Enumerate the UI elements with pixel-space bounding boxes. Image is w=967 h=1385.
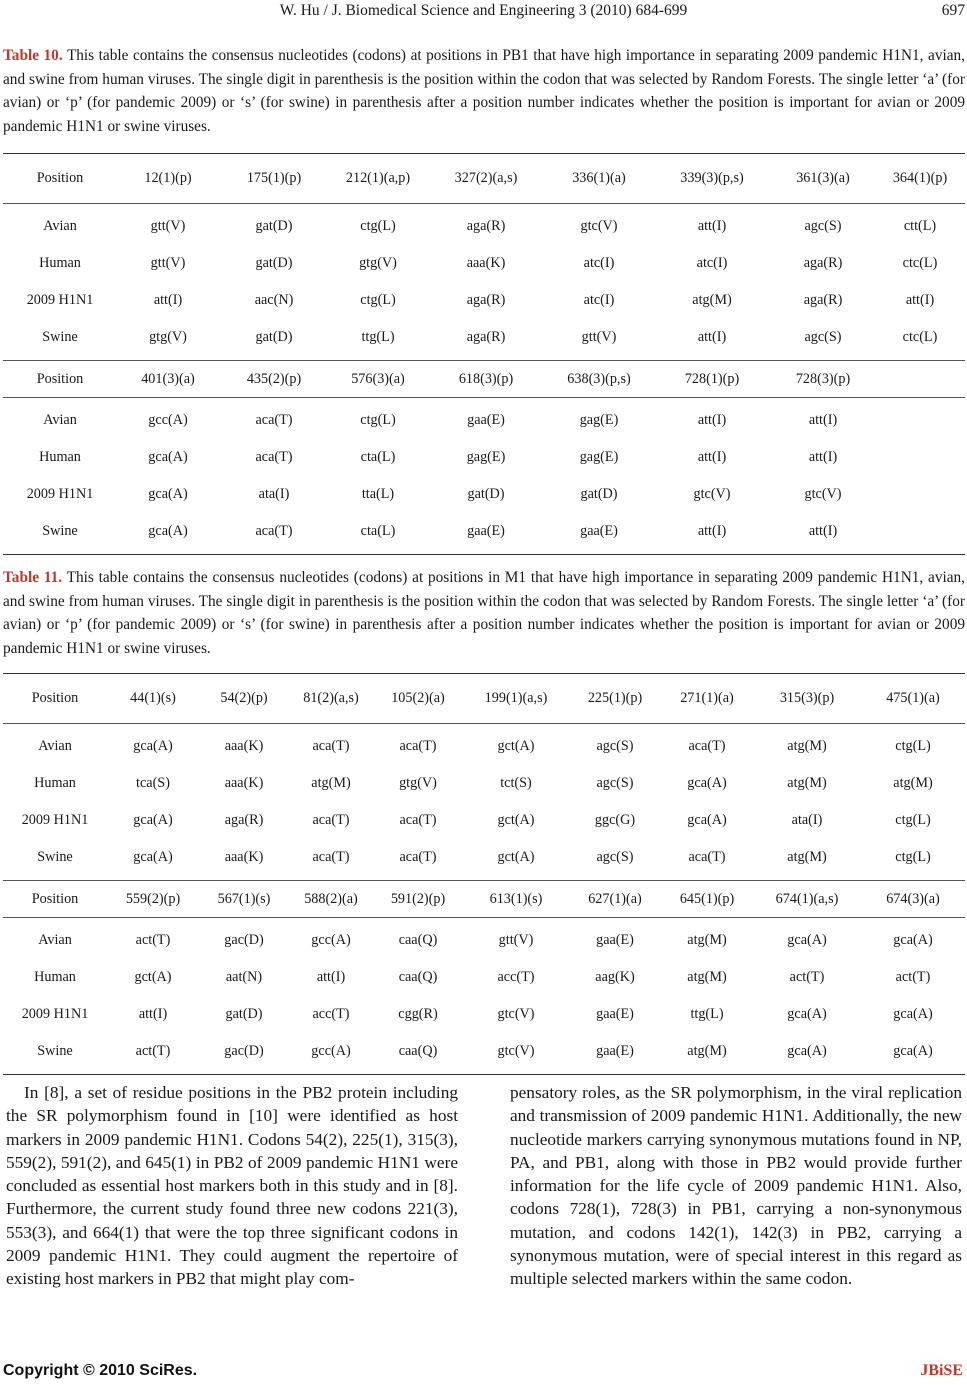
codon-cell: aca(T) <box>289 724 373 766</box>
codon-cell: aaa(K) <box>199 724 289 766</box>
codon-cell: ttg(L) <box>690 1006 724 1022</box>
codon-cell: ctg(L) <box>895 812 931 828</box>
codon-cell: gca(A) <box>861 918 965 960</box>
codon-cell: gtg(V) <box>359 255 397 271</box>
position-cell: 339(3)(p,s) <box>653 154 771 204</box>
codon-cell: aga(R) <box>803 255 843 271</box>
codon-cell: act(T) <box>895 969 931 985</box>
row-header: Position <box>3 881 107 918</box>
codon-cell: gag(E) <box>466 449 506 465</box>
codon-cell: gaa(E) <box>569 918 661 960</box>
position-cell: 674(3)(a) <box>861 881 965 918</box>
codon-cell: gca(A) <box>753 918 861 960</box>
codon-cell: agc(S) <box>804 329 842 345</box>
position-cell: 645(1)(p) <box>661 881 753 918</box>
table-row <box>3 765 965 802</box>
position-cell: 364(1)(p) <box>875 154 965 204</box>
table-row <box>3 398 965 440</box>
codon-cell <box>875 513 965 555</box>
codon-cell: gca(A) <box>133 812 173 828</box>
position-cell: 627(1)(a) <box>569 881 661 918</box>
position-cell: 435(2)(p) <box>219 361 329 398</box>
codon-cell: aca(T) <box>255 449 293 465</box>
codon-cell: att(I) <box>771 513 875 555</box>
codon-cell: gaa(E) <box>427 513 545 555</box>
codon-cell: gtc(V) <box>463 1033 569 1075</box>
position-cell: 225(1)(p) <box>569 674 661 724</box>
codon-cell <box>875 398 965 440</box>
virus-group-label: Swine <box>37 849 73 865</box>
position-cell: 44(1)(s) <box>107 674 199 724</box>
codon-cell: ctg(L) <box>360 292 396 308</box>
codon-cell: aac(N) <box>254 292 294 308</box>
codon-cell: aga(R) <box>466 292 506 308</box>
codon-cell: gaa(E) <box>596 1006 634 1022</box>
page-number: 697 <box>941 2 965 19</box>
codon-cell: aaa(K) <box>224 775 264 791</box>
codon-cell: caa(Q) <box>373 918 463 960</box>
codon-cell: gca(A) <box>787 1006 827 1022</box>
copyright-notice: Copyright © 2010 SciRes. <box>3 1362 198 1379</box>
codon-cell: cgg(R) <box>398 1006 438 1022</box>
codon-cell: gct(A) <box>134 969 172 985</box>
table-row <box>3 1033 965 1075</box>
table11-caption-text: This table contains the consensus nucleotides (codons) at positions in M1 that have high importance in separating 2009 pandemic H1N1, avian, and swine from human viruses. The single digit in parenthesis is the position within the codon that was selected by Random Forests. The single letter ‘a’ (for avian) or ‘p’ (for pandemic 2009) or ‘s’ (for swine) in parenthesis after a position number indicates whether the position is important for avian or 2009 pandemic H1N1 or swine viruses. <box>3 569 965 657</box>
codon-cell: aga(R) <box>224 812 264 828</box>
codon-cell: gct(A) <box>497 849 535 865</box>
position-cell: 81(2)(a,s) <box>289 674 373 724</box>
codon-cell: att(I) <box>697 449 727 465</box>
table10-caption <box>3 44 965 138</box>
codon-cell: aca(T) <box>312 849 350 865</box>
codon-cell: ttg(L) <box>361 329 395 345</box>
codon-cell: atg(M) <box>661 1033 753 1075</box>
codon-cell: ctc(L) <box>902 255 938 271</box>
position-cell: 401(3)(a) <box>117 361 219 398</box>
codon-cell: gct(A) <box>463 724 569 766</box>
codon-cell: caa(Q) <box>398 969 438 985</box>
position-cell: 475(1)(a) <box>861 674 965 724</box>
codon-cell <box>875 439 965 476</box>
codon-cell: atg(M) <box>893 775 933 791</box>
codon-cell: gtc(V) <box>545 204 653 246</box>
codon-cell: gtc(V) <box>497 1006 535 1022</box>
codon-cell: cta(L) <box>360 449 396 465</box>
position-cell: 638(3)(p,s) <box>545 361 653 398</box>
codon-cell: tta(L) <box>361 486 395 502</box>
row-header: Position <box>3 361 117 398</box>
codon-cell: aaa(K) <box>466 255 506 271</box>
position-header-row <box>3 674 965 724</box>
codon-cell: att(I) <box>771 398 875 440</box>
codon-cell: gag(E) <box>545 398 653 440</box>
table-row <box>3 204 965 246</box>
virus-group-label: Human <box>34 969 76 985</box>
codon-cell: atg(M) <box>787 849 827 865</box>
codon-cell: att(I) <box>138 1006 168 1022</box>
table-row <box>3 476 965 513</box>
codon-cell: aca(T) <box>373 724 463 766</box>
position-cell: 315(3)(p) <box>753 674 861 724</box>
codon-cell: agc(S) <box>596 849 634 865</box>
codon-cell: gtg(V) <box>149 329 187 345</box>
virus-group-label: Human <box>39 449 81 465</box>
codon-cell: aca(T) <box>399 849 437 865</box>
codon-cell: gag(E) <box>579 449 619 465</box>
codon-cell: cta(L) <box>329 513 427 555</box>
row-header: Position <box>3 674 107 724</box>
table-row <box>3 802 965 839</box>
codon-cell: gat(D) <box>467 486 505 502</box>
codon-cell: gat(D) <box>219 204 329 246</box>
codon-cell: aca(T) <box>219 513 329 555</box>
position-cell: 361(3)(a) <box>771 154 875 204</box>
position-cell: 674(1)(a,s) <box>753 881 861 918</box>
codon-cell: att(I) <box>697 329 727 345</box>
position-cell: 588(2)(a) <box>289 881 373 918</box>
virus-group-label: Avian <box>3 204 117 246</box>
codon-cell: gca(A) <box>893 1006 933 1022</box>
codon-cell: gca(A) <box>133 849 173 865</box>
codon-cell: ctc(L) <box>902 329 938 345</box>
codon-cell: acc(T) <box>312 1006 350 1022</box>
position-cell: 199(1)(a,s) <box>463 674 569 724</box>
body-left-column: In [8], a set of residue positions in the PB2 protein including the SR polymorphism found in [10] were identified as host markers in 2009 pandemic H1N1. Codons 54(2), 225(1), 315(3), 559(2), 591(2), and 645(1) in PB2 of 2009 pandemic H1N1 were concluded as essential host markers both in this study and in [8]. Furthermore, the current study found three new codons 221(3), 553(3), and 664(1) that were the top three significant codons in 2009 pandemic H1N1. They could augment the repertoire of existing host markers in PB2 that might play com- <box>6 1083 458 1289</box>
position-cell: 175(1)(p) <box>219 154 329 204</box>
codon-cell: act(T) <box>107 1033 199 1075</box>
codon-cell: att(I) <box>653 513 771 555</box>
codon-cell: ctg(L) <box>329 204 427 246</box>
virus-group-label: Avian <box>3 918 107 960</box>
virus-group-label: Human <box>39 255 81 271</box>
codon-cell: gtc(V) <box>804 486 842 502</box>
codon-cell: atc(I) <box>583 255 615 271</box>
codon-cell: gac(D) <box>199 918 289 960</box>
table11-caption <box>3 566 965 660</box>
codon-cell: gaa(E) <box>569 1033 661 1075</box>
virus-group-label: Avian <box>3 398 117 440</box>
position-header-row <box>3 881 965 918</box>
codon-cell: att(I) <box>808 449 838 465</box>
virus-group-label: Avian <box>3 724 107 766</box>
codon-cell: gaa(E) <box>545 513 653 555</box>
codon-cell: aag(K) <box>595 969 635 985</box>
codon-cell: act(T) <box>789 969 825 985</box>
codon-cell: att(I) <box>316 969 346 985</box>
body-right-column: pensatory roles, as the SR polymorphism, in the viral replication and transmission of 2009 pandemic H1N1. Additionally, the new nucleotide markers carrying synonymous mutations found in NP, PA, and PB1, along with those in PB2 would provide further information for the life cycle of 2009 pandemic H1N1. Also, codons 728(1), 728(3) in PB1, carrying a non-synonymous mutation, and codons 142(1), 142(3) in PB2, carrying a synonymous mutation, were of special interest in this regard as multiple selected markers within the same codon. <box>510 1083 962 1289</box>
codon-cell: att(I) <box>653 398 771 440</box>
position-cell: 212(1)(a,p) <box>329 154 427 204</box>
position-cell <box>875 361 965 398</box>
codon-cell: att(I) <box>905 292 935 308</box>
table-row <box>3 245 965 282</box>
table-row <box>3 513 965 555</box>
codon-cell: gca(A) <box>861 1033 965 1075</box>
codon-cell: tct(S) <box>500 775 532 791</box>
codon-cell: agc(S) <box>771 204 875 246</box>
codon-cell <box>875 476 965 513</box>
codon-cell: caa(Q) <box>373 1033 463 1075</box>
codon-cell: gca(A) <box>687 812 727 828</box>
codon-cell: aca(T) <box>312 812 350 828</box>
codon-cell: gca(A) <box>687 775 727 791</box>
codon-cell: atc(I) <box>583 292 615 308</box>
codon-cell: gca(A) <box>148 486 188 502</box>
codon-cell: gat(D) <box>580 486 618 502</box>
position-cell: 567(1)(s) <box>199 881 289 918</box>
codon-cell: ctg(L) <box>329 398 427 440</box>
codon-cell: att(I) <box>153 292 183 308</box>
codon-cell: atg(M) <box>692 292 732 308</box>
virus-group-label: 2009 H1N1 <box>26 486 94 502</box>
table-row <box>3 918 965 960</box>
virus-group-label: Swine <box>3 513 117 555</box>
position-cell: 271(1)(a) <box>661 674 753 724</box>
codon-cell: ctt(L) <box>875 204 965 246</box>
position-cell: 591(2)(p) <box>373 881 463 918</box>
codon-cell: aat(N) <box>225 969 263 985</box>
position-cell: 728(3)(p) <box>771 361 875 398</box>
table-row <box>3 439 965 476</box>
codon-cell: aca(T) <box>399 812 437 828</box>
table10 <box>3 153 965 555</box>
position-cell: 728(1)(p) <box>653 361 771 398</box>
virus-group-label: 2009 H1N1 <box>21 1006 89 1022</box>
codon-cell: ctg(L) <box>861 724 965 766</box>
codon-cell: aga(R) <box>803 292 843 308</box>
position-cell: 576(3)(a) <box>329 361 427 398</box>
codon-cell: gat(D) <box>255 255 293 271</box>
journal-abbreviation: JBiSE <box>920 1362 963 1379</box>
codon-cell: gct(A) <box>497 812 535 828</box>
codon-cell: gtc(V) <box>693 486 731 502</box>
virus-group-label: Human <box>34 775 76 791</box>
position-cell: 618(3)(p) <box>427 361 545 398</box>
codon-cell: atc(I) <box>696 255 728 271</box>
footer <box>3 1360 965 1382</box>
table-row <box>3 839 965 881</box>
row-header: Position <box>3 154 117 204</box>
position-cell: 12(1)(p) <box>117 154 219 204</box>
table-row <box>3 319 965 361</box>
codon-cell: ggc(G) <box>594 812 636 828</box>
codon-cell: aca(T) <box>688 849 726 865</box>
codon-cell: gca(A) <box>107 724 199 766</box>
codon-cell: aaa(K) <box>224 849 264 865</box>
codon-cell: gcc(A) <box>117 398 219 440</box>
codon-cell: aca(T) <box>219 398 329 440</box>
position-cell: 105(2)(a) <box>373 674 463 724</box>
codon-cell: att(I) <box>653 204 771 246</box>
codon-cell: gca(A) <box>117 513 219 555</box>
codon-cell: ata(I) <box>791 812 823 828</box>
codon-cell: gtt(V) <box>463 918 569 960</box>
codon-cell: gat(D) <box>255 329 293 345</box>
virus-group-label: Swine <box>42 329 78 345</box>
codon-cell: gtg(V) <box>399 775 437 791</box>
position-cell: 613(1)(s) <box>463 881 569 918</box>
codon-cell: agc(S) <box>569 724 661 766</box>
table-row <box>3 996 965 1033</box>
codon-cell: atg(M) <box>687 969 727 985</box>
codon-cell: atg(M) <box>787 775 827 791</box>
virus-group-label: 2009 H1N1 <box>21 812 89 828</box>
virus-group-label: 2009 H1N1 <box>26 292 94 308</box>
codon-cell: gca(A) <box>753 1033 861 1075</box>
position-cell: 336(1)(a) <box>545 154 653 204</box>
position-header-row <box>3 361 965 398</box>
codon-cell: ctg(L) <box>895 849 931 865</box>
table-row <box>3 959 965 996</box>
codon-cell: gac(D) <box>199 1033 289 1075</box>
codon-cell: gtt(V) <box>581 329 617 345</box>
codon-cell: gtt(V) <box>150 255 186 271</box>
table10-caption-text: This table contains the consensus nucleotides (codons) at positions in PB1 that have high importance in separating 2009 pandemic H1N1, avian, and swine from human viruses. The single digit in parenthesis is the position within the codon that was selected by Random Forests. The single letter ‘a’ (for avian) or ‘p’ (for pandemic 2009) or ‘s’ (for swine) in parenthesis after a position number indicates whether the position is important for avian or 2009 pandemic H1N1 or swine viruses. <box>3 47 965 135</box>
table10-label: Table 10. <box>3 47 63 64</box>
codon-cell: aga(R) <box>427 204 545 246</box>
table-row <box>3 282 965 319</box>
codon-cell: ata(I) <box>258 486 290 502</box>
position-cell: 54(2)(p) <box>199 674 289 724</box>
codon-cell: atg(M) <box>311 775 351 791</box>
codon-cell: aca(T) <box>661 724 753 766</box>
codon-cell: gcc(A) <box>289 918 373 960</box>
running-title: W. Hu / J. Biomedical Science and Engineering 3 (2010) 684-699 <box>279 2 688 19</box>
codon-cell: atg(M) <box>661 918 753 960</box>
codon-cell: atg(M) <box>753 724 861 766</box>
codon-cell: agc(S) <box>596 775 634 791</box>
codon-cell: gaa(E) <box>427 398 545 440</box>
position-header-row <box>3 154 965 204</box>
codon-cell: aga(R) <box>466 329 506 345</box>
table11-label: Table 11. <box>3 569 63 586</box>
codon-cell: acc(T) <box>497 969 535 985</box>
codon-cell: gca(A) <box>148 449 188 465</box>
position-cell: 327(2)(a,s) <box>427 154 545 204</box>
running-header <box>0 0 967 22</box>
codon-cell: gcc(A) <box>289 1033 373 1075</box>
codon-cell: act(T) <box>107 918 199 960</box>
codon-cell: gtt(V) <box>117 204 219 246</box>
codon-cell: gat(D) <box>225 1006 263 1022</box>
codon-cell: tca(S) <box>136 775 170 791</box>
position-cell: 559(2)(p) <box>107 881 199 918</box>
table11 <box>3 673 965 1075</box>
table-row <box>3 724 965 766</box>
virus-group-label: Swine <box>3 1033 107 1075</box>
